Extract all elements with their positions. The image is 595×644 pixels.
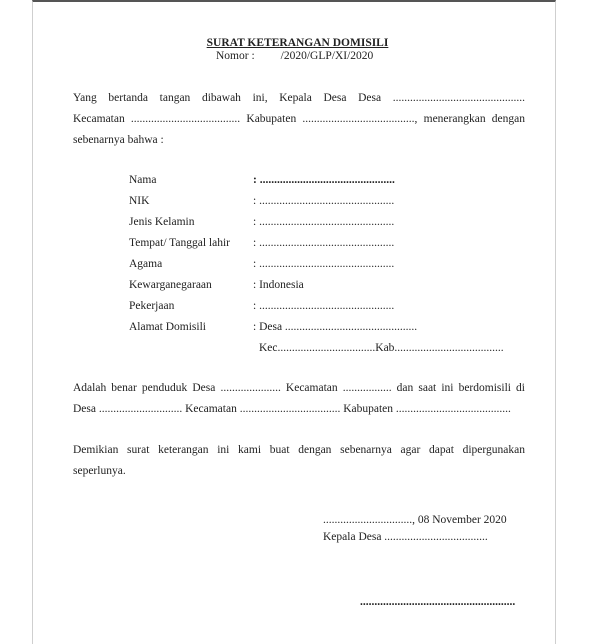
- field-label-alamat-domisili: Alamat Domisili: [129, 321, 206, 333]
- signature-date: ..............................., 08 November 2020: [323, 514, 507, 526]
- field-value-pekerjaan: : ...............................................: [253, 300, 395, 312]
- field-value-tempat-tanggal-lahir: : ...............................................: [253, 237, 395, 249]
- field-label-pekerjaan: Pekerjaan: [129, 300, 175, 312]
- field-value-jenis-kelamin: : ...............................................: [253, 216, 395, 228]
- field-value-alamat-kec-kab: Kec..................................Kab......................................: [259, 342, 504, 354]
- field-label-kewarganegaraan: Kewarganegaraan: [129, 279, 212, 291]
- document-title: SURAT KETERANGAN DOMISILI: [206, 37, 389, 49]
- nomor-label: Nomor :: [216, 50, 255, 62]
- field-label-jenis-kelamin: Jenis Kelamin: [129, 216, 195, 228]
- signature-role: Kepala Desa ....................................: [323, 531, 488, 543]
- field-label-nik: NIK: [129, 195, 150, 207]
- document-number: [216, 50, 373, 62]
- field-value-alamat-desa: : Desa ..............................................: [253, 321, 418, 333]
- field-label-nama: Nama: [129, 174, 157, 186]
- intro-line-3: sebenarnya bahwa :: [73, 134, 164, 146]
- field-value-agama: : ...............................................: [253, 258, 395, 270]
- signature-name-line: ......................................................: [360, 596, 516, 608]
- statement-line-1: Adalah benar penduduk Desa ..................... Kecamatan ................. dan saat ini berdomisili di: [73, 382, 525, 394]
- field-value-nik: : ...............................................: [253, 195, 395, 207]
- field-value-nama: : ...............................................: [253, 174, 395, 186]
- field-value-kewarganegaraan: : Indonesia: [253, 279, 304, 291]
- closing-line-1: Demikian surat keterangan ini kami buat dengan sebenarnya agar dapat dipergunakan: [73, 444, 525, 456]
- statement-line-2: Desa ............................. Kecamatan ................................... Kabupaten ........................................: [73, 403, 511, 415]
- field-label-tempat-tanggal-lahir: Tempat/ Tanggal lahir: [129, 237, 231, 249]
- intro-line-2: Kecamatan ...................................... Kabupaten ......................................., menerangkan dengan: [73, 113, 525, 125]
- nomor-value: /2020/GLP/XI/2020: [280, 50, 374, 62]
- field-label-agama: Agama: [129, 258, 163, 270]
- intro-line-1: Yang bertanda tangan dibawah ini, Kepala Desa Desa ..............................................: [73, 92, 525, 104]
- closing-line-2: seperlunya.: [73, 465, 126, 477]
